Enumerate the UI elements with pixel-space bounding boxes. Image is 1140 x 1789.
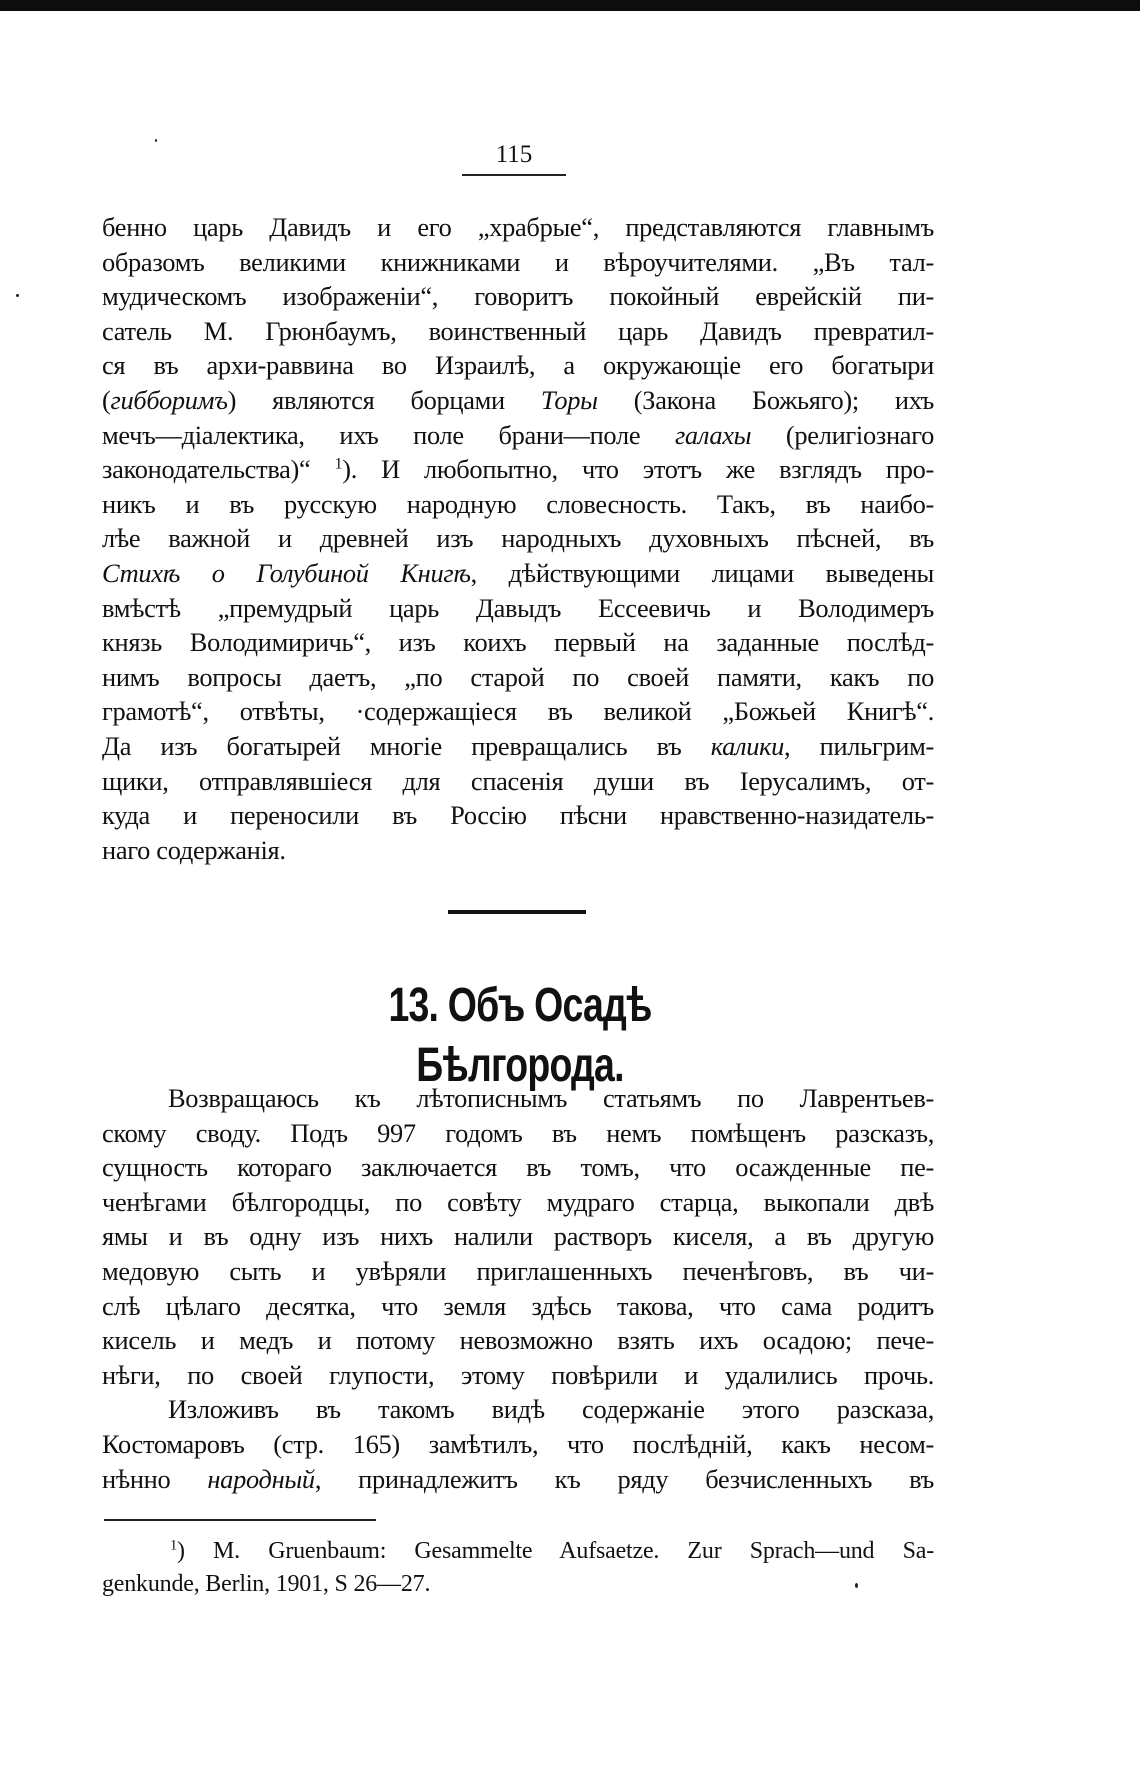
page-top-border bbox=[0, 0, 1140, 11]
text-line: кисель и медъ и потому невозможно взять ихъ осадою; пече- bbox=[102, 1325, 934, 1356]
emphasized-text: Торы bbox=[540, 384, 598, 415]
text-line: Изложивъ въ такомъ видѣ содержаніе этого разсказа, bbox=[168, 1394, 934, 1425]
emphasized-text: калики bbox=[710, 730, 785, 761]
footnote bbox=[102, 1535, 934, 1601]
text-line bbox=[102, 729, 934, 764]
text-line: нимъ вопросы даетъ, „по старой по своей памяти, какъ по bbox=[102, 661, 934, 692]
text-line: наго содержанія. bbox=[102, 834, 286, 865]
text-line: медовую сыть и увѣряли приглашенныхъ печенѣговъ, въ чи- bbox=[102, 1255, 934, 1286]
text-run: ). И любопытно, что этотъ же взглядъ про- bbox=[342, 454, 934, 485]
emphasized-text: народный bbox=[207, 1463, 315, 1494]
text-line bbox=[102, 556, 934, 591]
text-line: грамотѣ“, отвѣты, ·содержащіеся въ великой „Божьей Книгѣ“. bbox=[102, 696, 934, 727]
footnote-line bbox=[102, 1535, 934, 1568]
footnote-ref: 1 bbox=[334, 455, 343, 473]
text-line bbox=[102, 418, 934, 453]
text-line: Костомаровъ (стр. 165) замѣтилъ, что послѣдній, какъ несом- bbox=[102, 1428, 934, 1459]
text-line: бенно царь Давидъ и его „храбрые“, представляются главнымъ bbox=[102, 212, 934, 242]
text-line bbox=[102, 383, 934, 418]
text-line: Возвращаюсь къ лѣтописнымъ статьямъ по Лаврентьев- bbox=[168, 1083, 934, 1113]
text-run: ( bbox=[102, 384, 111, 415]
text-line: щики, отправлявшіеся для спасенія души въ Іерусалимъ, от- bbox=[102, 765, 934, 796]
paragraph-continued bbox=[102, 210, 934, 867]
footnote-rule bbox=[104, 1519, 376, 1521]
text-run: Да изъ богатырей многіе превращались въ bbox=[102, 730, 711, 761]
emphasized-text: галахы bbox=[674, 419, 752, 450]
section-body bbox=[102, 1081, 934, 1496]
text-run: (религіознаго bbox=[751, 419, 934, 450]
text-line: сатель М. Грюнбаумъ, воинственный царь Давидъ превратил- bbox=[102, 315, 934, 346]
text-run: (Закона Божьяго); ихъ bbox=[597, 384, 934, 415]
text-run: нѣнно bbox=[102, 1463, 208, 1494]
text-run: законодательства)“ bbox=[102, 454, 335, 485]
text-run: мечъ—діалектика, ихъ поле брани—поле bbox=[102, 419, 675, 450]
text-line bbox=[102, 1462, 934, 1497]
text-line: вмѣстѣ „премудрый царь Давыдъ Ессеевичь и Володимеръ bbox=[102, 592, 934, 623]
text-line: князь Володимиричь“, изъ коихъ первый на заданные послѣд- bbox=[102, 627, 934, 658]
text-line: куда и переносили въ Россію пѣсни нравственно-назидатель- bbox=[102, 800, 934, 831]
text-line: нѣги, по своей глупости, этому повѣрили и удалились прочь. bbox=[102, 1359, 934, 1390]
emphasized-text: Стихѣ о Голубиной Книгѣ bbox=[102, 557, 471, 588]
text-line bbox=[102, 452, 934, 487]
emphasized-text: гибборимъ bbox=[110, 384, 228, 415]
text-line: мудическомъ изображеніи“, говоритъ покойный еврейскій пи- bbox=[102, 281, 934, 312]
text-line: лѣе важной и древней изъ народныхъ духовныхъ пѣсней, въ bbox=[102, 523, 934, 554]
scan-speck bbox=[855, 1583, 858, 1588]
scan-speck bbox=[16, 294, 19, 297]
section-divider bbox=[448, 910, 586, 914]
text-line: скому своду. Подъ 997 годомъ въ немъ помѣщенъ разсказъ, bbox=[102, 1117, 934, 1148]
text-run: , принадлежитъ къ ряду безчисленныхъ въ bbox=[314, 1463, 934, 1494]
footnote-marker: 1 bbox=[170, 1537, 177, 1554]
section-heading: 13. Объ Осадѣ Бѣлгорода. bbox=[388, 979, 652, 1092]
footnote-text: ) M. Gruenbaum: Gesammelte Aufsaetze. Zur Sprach—und Sa- bbox=[177, 1538, 934, 1564]
text-line: сущность котораго заключается въ томъ, что осажденные пе- bbox=[102, 1152, 934, 1183]
page-number-rule bbox=[462, 174, 566, 176]
text-line: образомъ великими книжниками и вѣроучителями. „Въ тал- bbox=[102, 246, 934, 277]
text-line: слѣ цѣлаго десятка, что земля здѣсь такова, что сама родитъ bbox=[102, 1290, 934, 1321]
text-line: ямы и въ одну изъ нихъ налили растворъ киселя, а въ другую bbox=[102, 1221, 934, 1252]
text-line: никъ и въ русскую народную словесность. Такъ, въ наибо- bbox=[102, 488, 934, 519]
text-run: , пильгрим- bbox=[784, 730, 934, 761]
text-run: , дѣйствующими лицами выведены bbox=[470, 557, 934, 588]
text-line: ся въ архи-раввина во Израилѣ, а окружающіе его богатыри bbox=[102, 350, 934, 381]
page-number: 115 bbox=[495, 141, 533, 168]
scan-speck bbox=[155, 139, 157, 142]
text-run: ) являются борцами bbox=[227, 384, 541, 415]
footnote-line: genkunde, Berlin, 1901, S 26—27. bbox=[102, 1571, 431, 1597]
text-line: ченѣгами бѣлгородцы, по совѣту мудраго старца, выкопали двѣ bbox=[102, 1186, 934, 1217]
